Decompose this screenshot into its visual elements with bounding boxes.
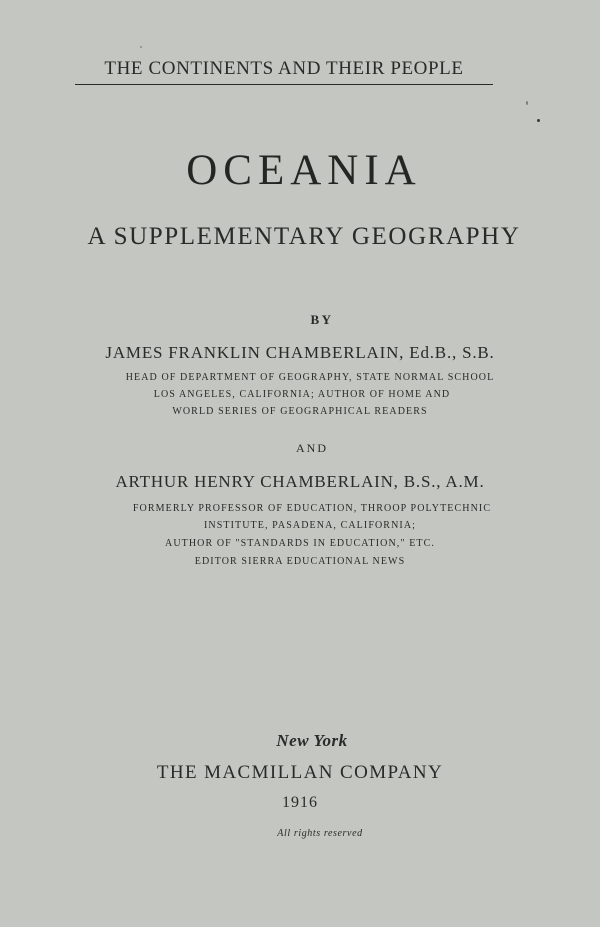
author-1-name: JAMES FRANKLIN CHAMBERLAIN, Ed.B., S.B. <box>105 343 495 362</box>
author-2-name: ARTHUR HENRY CHAMBERLAIN, B.S., A.M. <box>115 472 485 491</box>
author-2-credential: AUTHOR OF "STANDARDS IN EDUCATION," ETC. <box>165 538 435 549</box>
author-1-credential: LOS ANGELES, CALIFORNIA; AUTHOR OF HOME AND <box>153 389 451 400</box>
author-1-credential: WORLD SERIES OF GEOGRAPHICAL READERS <box>172 406 428 417</box>
series-title: THE CONTINENTS AND THEIR PEOPLE <box>75 58 493 85</box>
author-2-credential: EDITOR SIERRA EDUCATIONAL NEWS <box>194 556 406 567</box>
publisher-name: THE MACMILLAN COMPANY <box>156 762 444 783</box>
by-label: BY <box>310 312 334 327</box>
paper-speck <box>537 119 540 122</box>
paper-speck <box>140 46 142 48</box>
author-2-credential: FORMERLY PROFESSOR OF EDUCATION, THROOP POLYTECHNIC <box>132 503 492 514</box>
book-subtitle: A SUPPLEMENTARY GEOGRAPHY <box>87 223 521 250</box>
rights-notice: All rights reserved <box>277 828 363 839</box>
and-label: AND <box>296 441 328 455</box>
paper-speck <box>526 101 528 105</box>
publication-year: 1916 <box>282 794 318 811</box>
book-title: OCEANIA <box>186 147 422 194</box>
author-2-credential: INSTITUTE, PASADENA, CALIFORNIA; <box>203 520 417 531</box>
author-1-credential: HEAD OF DEPARTMENT OF GEOGRAPHY, STATE NORMAL SCHOOL <box>125 372 495 383</box>
publication-place: New York <box>276 731 348 750</box>
